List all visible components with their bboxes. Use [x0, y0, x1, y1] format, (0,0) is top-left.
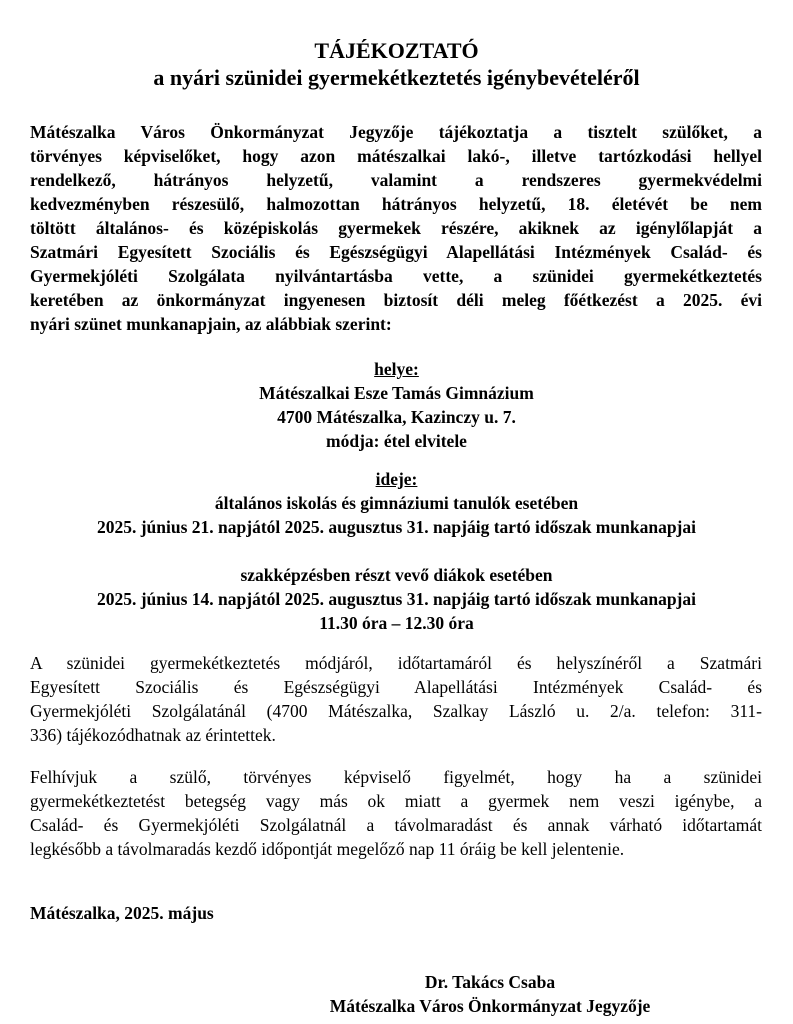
- intro-line: Mátészalka Város Önkormányzat Jegyzője tájékoztatja a tisztelt szülőket, a: [30, 122, 762, 142]
- intro-line: Gyermekjóléti Szolgálata nyilvántartásba vette, a szünidei gyermekétkeztetés: [30, 266, 762, 286]
- schedule-group2-label: szakképzésben részt vevő diákok esetében: [240, 565, 553, 585]
- location-name: Mátészalkai Esze Tamás Gimnázium: [259, 383, 534, 403]
- intro-line: Szatmári Egyesített Szociális és Egészségügyi Alapellátási Intézmények Család- és: [30, 242, 762, 262]
- notice-line: Család- és Gyermekjóléti Szolgálatnál a távolmaradást és annak várható időtartamát: [30, 815, 762, 835]
- intro-line: kedvezményben részesülő, halmozottan hátrányos helyzetű, 18. életévét be nem: [30, 194, 762, 214]
- schedule-heading: ideje:: [375, 469, 418, 489]
- location-method: módja: étel elvitele: [326, 431, 467, 451]
- schedule-block-2: [0, 563, 793, 635]
- signature-block: [300, 970, 680, 1018]
- intro-line: töltött általános- és középiskolás gyermekek részére, akiknek az igénylőlapját a: [30, 218, 762, 238]
- intro-line: törvényes képviselőket, hogy azon mátészalkai lakó-, illetve tartózkodási hellyel: [30, 146, 762, 166]
- notice-line: legkésőbb a távolmaradás kezdő időpontját megelőző nap 11 óráig be kell jelentenie.: [30, 839, 625, 859]
- intro-paragraph: [30, 120, 762, 336]
- schedule-block: [0, 467, 793, 539]
- schedule-group2-period: 2025. június 14. napjától 2025. augusztus 31. napjáig tartó időszak munkanapjai: [96, 589, 696, 609]
- info-line: Egyesített Szociális és Egészségügyi Alapellátási Intézmények Család- és: [30, 677, 762, 697]
- document-header: [0, 38, 793, 92]
- schedule-hours: 11.30 óra – 12.30 óra: [319, 613, 474, 633]
- schedule-group1-label: általános iskolás és gimnáziumi tanulók esetében: [214, 493, 579, 513]
- schedule-group1-period: 2025. június 21. napjától 2025. augusztus 31. napjáig tartó időszak munkanapjai: [96, 517, 696, 537]
- info-paragraph: [30, 651, 762, 747]
- document-subtitle: a nyári szünidei gyermekétkeztetés igénybevételéről: [153, 65, 640, 90]
- intro-line: nyári szünet munkanapjain, az alábbiak szerint:: [30, 314, 392, 334]
- info-line: 336) tájékozódhatnak az érintettek.: [30, 725, 276, 745]
- document-title: TÁJÉKOZTATÓ: [314, 38, 479, 63]
- location-heading: helye:: [374, 359, 419, 379]
- signature-name: Dr. Takács Csaba: [424, 972, 556, 992]
- intro-line: rendelkező, hátrányos helyzetű, valamint a rendszeres gyermekvédelmi: [30, 170, 762, 190]
- info-line: Gyermekjóléti Szolgálatánál (4700 Mátészalka, Szalkay László u. 2/a. telefon: 311-: [30, 701, 762, 721]
- intro-line: keretében az önkormányzat ingyenesen biztosít déli meleg főétkezést a 2025. évi: [30, 290, 762, 310]
- info-line: A szünidei gyermekétkeztetés módjáról, időtartamáról és helyszínéről a Szatmári: [30, 653, 762, 673]
- location-block: [0, 357, 793, 453]
- location-address: 4700 Mátészalka, Kazinczy u. 7.: [277, 407, 516, 427]
- notice-line: Felhívjuk a szülő, törvényes képviselő figyelmét, hogy ha a szünidei: [30, 767, 762, 787]
- notice-line: gyermekétkeztetést betegség vagy más ok miatt a gyermek nem veszi igénybe, a: [30, 791, 762, 811]
- signature-position: Mátészalka Város Önkormányzat Jegyzője: [329, 996, 651, 1016]
- place-date: Mátészalka, 2025. május: [30, 903, 214, 923]
- notice-paragraph: [30, 765, 762, 861]
